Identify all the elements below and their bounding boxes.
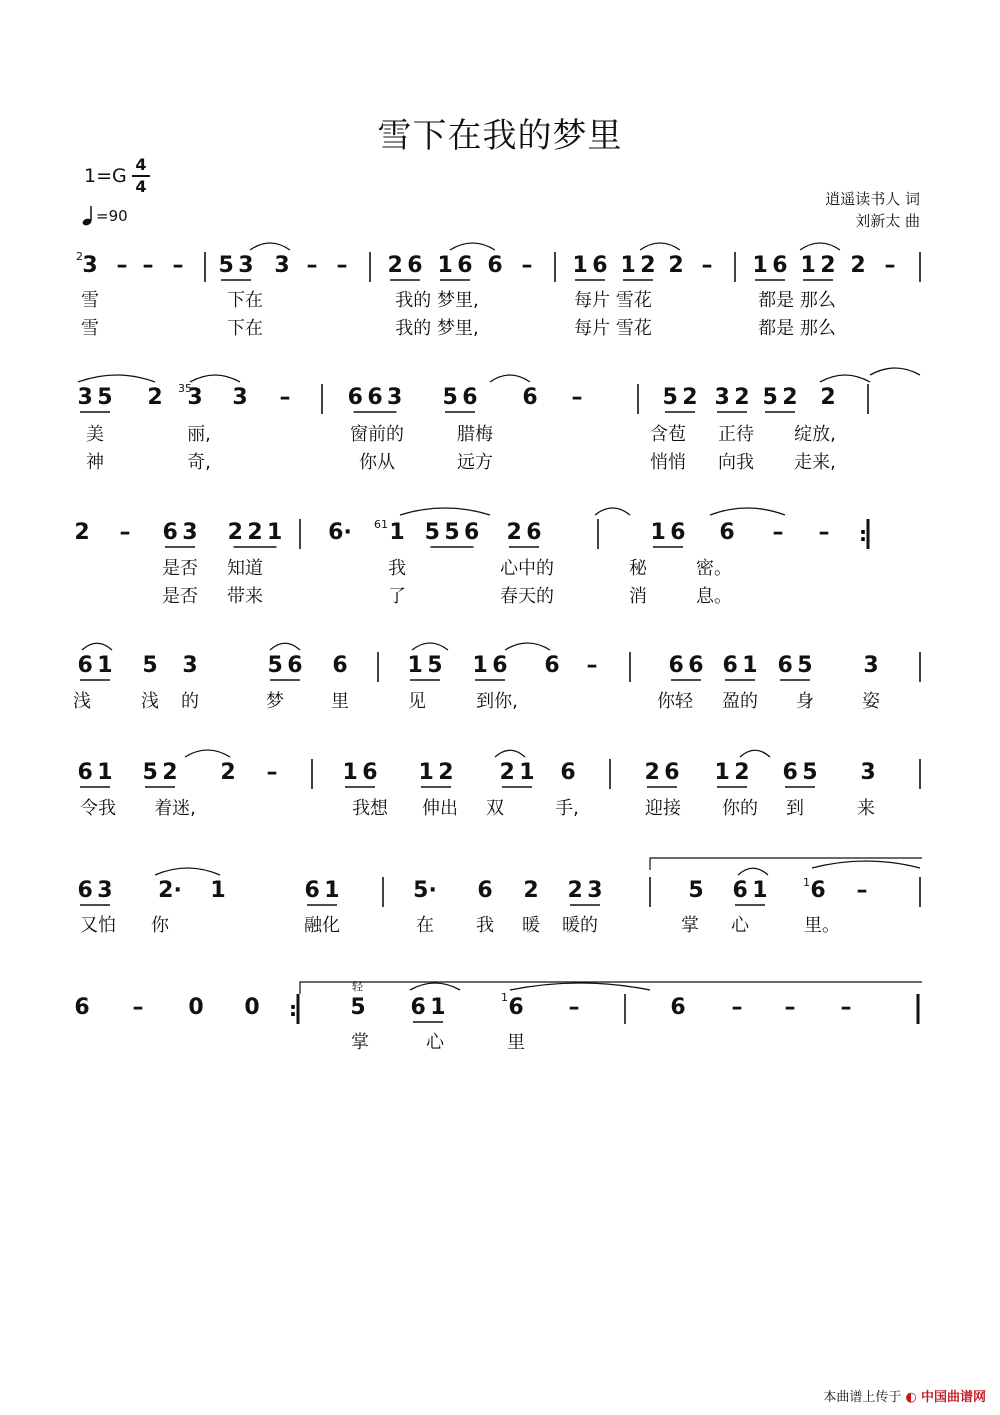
note-group: 6 bbox=[477, 878, 493, 903]
note-group: 1 6 bbox=[650, 520, 686, 545]
site-logo-icon: ◐ bbox=[905, 1390, 917, 1405]
note-group: 6 bbox=[560, 760, 576, 785]
grace-note: 1 bbox=[501, 991, 508, 1004]
note-group: 3 bbox=[863, 653, 879, 678]
lyric-word: 是否 bbox=[162, 558, 198, 579]
note-group: – bbox=[701, 253, 713, 278]
note-group: – bbox=[586, 653, 598, 678]
note-group: – bbox=[336, 253, 348, 278]
note-group: – bbox=[172, 253, 184, 278]
lyricist: 逍遥读书人 词 bbox=[825, 190, 920, 208]
lyric-word: 掌 bbox=[681, 915, 699, 936]
lyric-word: 姿 bbox=[862, 691, 880, 712]
lyric-word: 带来 bbox=[227, 586, 263, 607]
note-group: 6 bbox=[670, 995, 686, 1020]
note-group: – bbox=[818, 520, 830, 545]
lyric-word: 向我 bbox=[718, 452, 754, 473]
lyric-word: 到 bbox=[786, 798, 804, 819]
note-group: 1 6 bbox=[472, 653, 508, 678]
lyric-word: 美 bbox=[86, 424, 104, 445]
lyric-word: 梦 bbox=[266, 691, 284, 712]
slur bbox=[495, 750, 525, 757]
lyric-word: 雪 bbox=[81, 318, 99, 339]
note-group: 2 bbox=[668, 253, 684, 278]
note-group: 1 6 bbox=[572, 253, 608, 278]
slur bbox=[595, 508, 630, 515]
slur bbox=[412, 643, 448, 650]
lyric-word: 每片 雪花 bbox=[574, 318, 652, 339]
slur bbox=[78, 375, 155, 382]
lyric-word: 在 bbox=[416, 915, 434, 936]
lyric-word: 里 bbox=[507, 1032, 525, 1053]
note-group: – bbox=[266, 760, 278, 785]
lyric-word: 双 bbox=[486, 798, 504, 819]
note-group: 2 1 bbox=[499, 760, 535, 785]
note-group: 2 6 bbox=[387, 253, 423, 278]
note-group: 2 bbox=[147, 385, 163, 410]
lyric-word: 到你, bbox=[476, 691, 518, 712]
note-group: 6 bbox=[74, 995, 90, 1020]
note-group: 6 bbox=[332, 653, 348, 678]
note-group: 5 2 bbox=[662, 385, 698, 410]
note-group: – bbox=[116, 253, 128, 278]
lyric-word: 窗前的 bbox=[350, 424, 404, 445]
note-group: 6 1 bbox=[77, 760, 113, 785]
note-group: 2 bbox=[74, 520, 90, 545]
lyric-word: 心 bbox=[426, 1032, 444, 1053]
note-group: 2 bbox=[220, 760, 236, 785]
footer-site: 中国曲谱网 bbox=[920, 1390, 986, 1405]
lyric-word: 含苞 bbox=[650, 424, 686, 445]
grace-note: 35 bbox=[178, 382, 192, 395]
note-group: 3 bbox=[232, 385, 248, 410]
note-group: – bbox=[142, 253, 154, 278]
slur bbox=[738, 868, 768, 875]
lyric-word: 你轻 bbox=[657, 691, 693, 712]
note-group: 2 bbox=[820, 385, 836, 410]
note-group: 2 3 bbox=[567, 878, 603, 903]
lyric-word: 我想 bbox=[352, 798, 388, 819]
note-group: 3 bbox=[274, 253, 290, 278]
note-group: 1 2 bbox=[620, 253, 656, 278]
note-group: 6 6 3 bbox=[347, 385, 403, 410]
lyric-word: 里。 bbox=[804, 915, 840, 936]
note-group: 1 6 bbox=[342, 760, 378, 785]
lyric-word: 暖 bbox=[522, 915, 540, 936]
slur bbox=[155, 868, 220, 875]
note-group: 6 bbox=[544, 653, 560, 678]
footer bbox=[823, 1386, 986, 1405]
note-group: – bbox=[884, 253, 896, 278]
note-group: – bbox=[840, 995, 852, 1020]
volta-bracket bbox=[650, 858, 922, 870]
slur bbox=[510, 983, 650, 990]
lyric-word: 神 bbox=[86, 452, 104, 473]
lyric-word: 手, bbox=[555, 798, 579, 819]
note-group: 6 6 bbox=[668, 653, 704, 678]
lyric-word: 春天的 bbox=[500, 586, 554, 607]
slur bbox=[812, 861, 920, 868]
note-group: 0 bbox=[244, 995, 260, 1020]
lyric-word: 奇, bbox=[187, 452, 211, 473]
lyric-word: 心中的 bbox=[500, 558, 554, 579]
note-group: 5 2 bbox=[762, 385, 798, 410]
note-group: 3 bbox=[187, 385, 203, 410]
slur bbox=[250, 243, 290, 250]
note-group: – bbox=[119, 520, 131, 545]
note-group: – bbox=[279, 385, 291, 410]
slur bbox=[800, 243, 840, 250]
note-group: – bbox=[571, 385, 583, 410]
lyric-word: 是否 bbox=[162, 586, 198, 607]
note-group: 6 bbox=[487, 253, 503, 278]
lyric-word: 的 bbox=[181, 691, 199, 712]
note-group: – bbox=[132, 995, 144, 1020]
lyric-word: 悄悄 bbox=[650, 452, 686, 473]
note-group: 5 5 6 bbox=[424, 520, 480, 545]
lyric-word: 我 bbox=[388, 558, 406, 579]
repeat-dots: : bbox=[859, 522, 867, 546]
lyric-word: 融化 bbox=[304, 915, 340, 936]
slur bbox=[740, 750, 770, 757]
slur bbox=[640, 243, 680, 250]
note-group: 2 bbox=[523, 878, 539, 903]
note-group: 6· bbox=[328, 520, 352, 545]
note-group: 1 2 bbox=[800, 253, 836, 278]
lyric-word: 秘 bbox=[629, 558, 647, 579]
lyric-word: 浅 bbox=[73, 691, 91, 712]
meter-top: 4 bbox=[135, 155, 147, 174]
note-group: 2· bbox=[158, 878, 182, 903]
note-group: – bbox=[784, 995, 796, 1020]
note-group: – bbox=[521, 253, 533, 278]
note-group: 1 2 bbox=[714, 760, 750, 785]
note-group: 6 1 bbox=[410, 995, 446, 1020]
grace-note: 1 bbox=[803, 876, 810, 889]
lyric-word: 消 bbox=[629, 586, 647, 607]
lyric-word: 你的 bbox=[722, 798, 758, 819]
lyric-word: 下在 bbox=[227, 290, 263, 311]
lyric-word: 见 bbox=[408, 691, 426, 712]
lyric-word: 我的 梦里, bbox=[395, 318, 479, 339]
lyric-word: 身 bbox=[796, 691, 814, 712]
lyric-word: 了 bbox=[388, 586, 406, 607]
slur bbox=[505, 643, 550, 650]
slur bbox=[82, 643, 112, 650]
note-group: 5 bbox=[350, 995, 366, 1020]
lyric-word: 每片 雪花 bbox=[574, 290, 652, 311]
lyric-word: 下在 bbox=[227, 318, 263, 339]
lyric-word: 远方 bbox=[457, 452, 493, 473]
lyric-word: 正待 bbox=[718, 424, 754, 445]
note-group: 3 bbox=[860, 760, 876, 785]
lyric-word: 绽放, bbox=[794, 424, 836, 445]
lyric-word: 我的 梦里, bbox=[395, 290, 479, 311]
note-group: 5 6 bbox=[442, 385, 478, 410]
note-group: 6 1 bbox=[722, 653, 758, 678]
lyric-word: 迎接 bbox=[645, 798, 681, 819]
note-group: 1 5 bbox=[407, 653, 443, 678]
footer-uploaded: 本曲谱上传于 bbox=[823, 1390, 902, 1405]
note-group: 1 bbox=[210, 878, 226, 903]
slur bbox=[450, 243, 495, 250]
slur bbox=[870, 368, 920, 375]
note-group: – bbox=[568, 995, 580, 1020]
lyric-word: 伸出 bbox=[422, 798, 458, 819]
slur bbox=[820, 375, 870, 382]
slur bbox=[270, 643, 300, 650]
lyric-word: 心 bbox=[731, 915, 749, 936]
note-group: 3 5 bbox=[77, 385, 113, 410]
note-group: 6 bbox=[522, 385, 538, 410]
note-group: 1 bbox=[389, 520, 405, 545]
note-group: 5 bbox=[142, 653, 158, 678]
song-title: 雪下在我的梦里 bbox=[377, 116, 623, 156]
note-group: 1 6 bbox=[437, 253, 473, 278]
note-group: 5 6 bbox=[267, 653, 303, 678]
lyric-word: 着迷, bbox=[154, 798, 196, 819]
lyric-word: 暖的 bbox=[562, 915, 598, 936]
note-group: 2 2 1 bbox=[227, 520, 283, 545]
note-group: 6 bbox=[508, 995, 524, 1020]
lyric-word: 令我 bbox=[80, 798, 116, 819]
composer: 刘新太 曲 bbox=[855, 212, 920, 230]
lyric-word: 浅 bbox=[141, 691, 159, 712]
note-group: 6 3 bbox=[162, 520, 198, 545]
slur bbox=[490, 375, 530, 382]
lyric-word: 又怕 bbox=[80, 915, 116, 936]
lyric-word: 你从 bbox=[359, 452, 395, 473]
note-group: 3 2 bbox=[714, 385, 750, 410]
note-group: 6 1 bbox=[304, 878, 340, 903]
note-group: 5 3 bbox=[218, 253, 254, 278]
lyric-word: 里 bbox=[331, 691, 349, 712]
meter-bottom: 4 bbox=[135, 177, 147, 196]
lyric-word: 丽, bbox=[187, 424, 211, 445]
lyric-word: 走来, bbox=[794, 452, 836, 473]
lyric-word: 我 bbox=[476, 915, 494, 936]
slur bbox=[190, 375, 240, 382]
lyric-word: 雪 bbox=[81, 290, 99, 311]
note-group: 3 bbox=[82, 253, 98, 278]
note-group: 2 6 bbox=[644, 760, 680, 785]
note-group: 6 bbox=[719, 520, 735, 545]
note-group: 5· bbox=[413, 878, 437, 903]
slur bbox=[710, 508, 785, 515]
lyric-word: 都是 那么 bbox=[758, 290, 836, 311]
dynamic-marking: 轻 bbox=[352, 980, 363, 993]
note-group: 1 2 bbox=[418, 760, 454, 785]
note-group: 3 bbox=[182, 653, 198, 678]
note-group: 6 1 bbox=[732, 878, 768, 903]
note-group: 5 bbox=[688, 878, 704, 903]
note-group: 2 6 bbox=[506, 520, 542, 545]
note-group: 5 2 bbox=[142, 760, 178, 785]
note-group: 6 bbox=[810, 878, 826, 903]
note-group: – bbox=[772, 520, 784, 545]
lyric-word: 都是 那么 bbox=[758, 318, 836, 339]
note-group: 6 5 bbox=[777, 653, 813, 678]
grace-note: 61 bbox=[374, 518, 388, 531]
lyric-word: 盈的 bbox=[722, 691, 758, 712]
grace-note: 2 bbox=[76, 250, 83, 263]
lyric-word: 知道 bbox=[227, 558, 263, 579]
lyric-word: 腊梅 bbox=[457, 424, 493, 445]
lyric-word: 掌 bbox=[351, 1032, 369, 1053]
lyric-word: 息。 bbox=[696, 586, 732, 607]
note-group: – bbox=[731, 995, 743, 1020]
note-group: 6 3 bbox=[77, 878, 113, 903]
note-group: 1 6 bbox=[752, 253, 788, 278]
slur bbox=[400, 508, 490, 515]
repeat-dots: : bbox=[289, 997, 297, 1021]
key-signature: 1=G bbox=[84, 165, 127, 187]
tempo-value: =90 bbox=[96, 207, 128, 225]
slur bbox=[410, 983, 460, 990]
note-group: – bbox=[306, 253, 318, 278]
lyric-word: 来 bbox=[857, 798, 875, 819]
note-group: 6 5 bbox=[782, 760, 818, 785]
lyric-word: 密。 bbox=[696, 558, 732, 579]
note-group: 6 1 bbox=[77, 653, 113, 678]
slur bbox=[185, 750, 230, 757]
note-group: 0 bbox=[188, 995, 204, 1020]
note-group: – bbox=[856, 878, 868, 903]
note-group: 2 bbox=[850, 253, 866, 278]
lyric-word: 你 bbox=[151, 915, 169, 936]
